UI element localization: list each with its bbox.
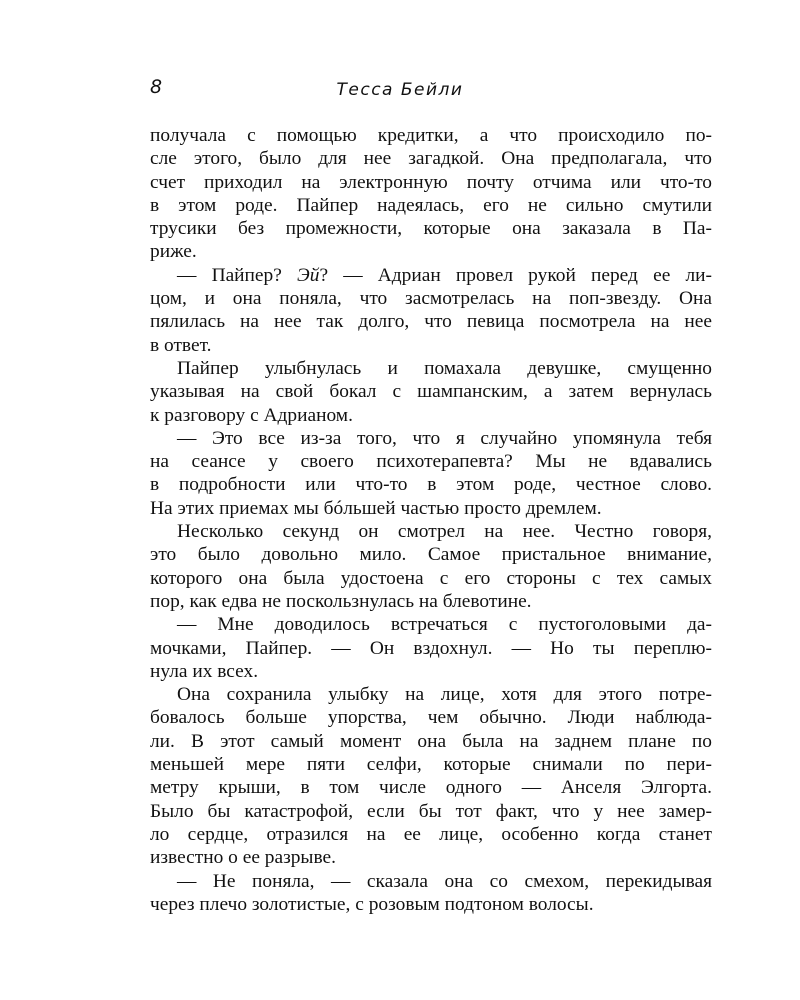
- text-line: меньшей мере пяти селфи, которые снимали по пери-: [150, 754, 712, 776]
- page-number: 8: [150, 76, 163, 98]
- line-part: Она сохранила улыбку на лице, хотя для этого потре-: [177, 684, 712, 706]
- text-line: мочками, Пайпер. — Он вздохнул. — Но ты переплю-: [150, 637, 712, 659]
- text-line: [150, 264, 712, 287]
- text-line: это было довольно мило. Самое пристальное внимание,: [150, 544, 712, 566]
- text-line: [150, 520, 712, 543]
- text-line: Было бы катастрофой, если бы тот факт, что у нее замер-: [150, 800, 712, 822]
- text-block: [150, 124, 712, 916]
- text-line: через плечо золотистые, с розовым подтоном волосы.: [150, 893, 594, 915]
- text-line: пялилась на нее так долго, что певица посмотрела на нее: [150, 311, 712, 333]
- text-line: [150, 427, 712, 450]
- text-line: на сеансе у своего психотерапевта? Мы не вдавались: [150, 451, 712, 473]
- line-part: ? — Адриан провел рукой перед ее ли-: [319, 264, 712, 286]
- text-line: трусики без промежности, которые она заказала в Па-: [150, 218, 712, 240]
- text-line: ло сердце, отразился на ее лице, особенно когда станет: [150, 823, 712, 845]
- text-line: которого она была удостоена с его стороны с тех самых: [150, 567, 712, 589]
- text-line: известно о ее разрыве.: [150, 847, 336, 869]
- text-line: нула их всех.: [150, 660, 259, 682]
- text-line: в этом роде. Пайпер надеялась, его не сильно смутили: [150, 194, 712, 216]
- text-line: сле этого, было для нее загадкой. Она предполагала, что: [150, 148, 712, 170]
- text-line: пор, как едва не поскользнулась на блевотине.: [150, 590, 532, 612]
- text-line: На этих приемах мы бóльшей частью просто дремлем.: [150, 497, 602, 519]
- line-part: — Пайпер?: [177, 264, 298, 286]
- line-part: — Не поняла, — сказала она со смехом, перекидывая: [177, 870, 712, 892]
- text-line: [150, 357, 712, 380]
- running-head: Тесса Бейли: [336, 80, 464, 100]
- line-part: — Мне доводилось встречаться с пустоголовыми да-: [177, 614, 712, 636]
- text-line: цом, и она поняла, что засмотрелась на поп-звезду. Она: [150, 288, 712, 310]
- text-line: в ответ.: [150, 334, 212, 356]
- text-line: [150, 613, 712, 636]
- line-part: — Это все из-за того, что я случайно упомянула тебя: [177, 427, 712, 449]
- text-line: [150, 683, 712, 706]
- text-line: метру крыши, в том числе одного — Анселя Элгорта.: [150, 777, 712, 799]
- text-line: бовалось больше упорства, чем обычно. Люди наблюда-: [150, 707, 712, 729]
- line-part: Пайпер улыбнулась и помахала девушке, смущенно: [177, 357, 712, 379]
- text-line: [150, 870, 712, 893]
- text-line: ли. В этот самый момент она была на заднем плане по: [150, 730, 712, 752]
- text-line: указывая на свой бокал с шампанским, а затем вернулась: [150, 381, 712, 403]
- text-line: счет приходил на электронную почту отчима или что-то: [150, 171, 712, 193]
- text-line: к разговору с Адрианом.: [150, 404, 353, 426]
- text-line: риже.: [150, 241, 197, 263]
- emphasis-text: Эй: [297, 264, 320, 286]
- text-line: в подробности или что-то в этом роде, честное слово.: [150, 474, 712, 496]
- text-line: получала с помощью кредитки, а что происходило по-: [150, 125, 712, 146]
- line-part: Несколько секунд он смотрел на нее. Честно говоря,: [177, 521, 712, 543]
